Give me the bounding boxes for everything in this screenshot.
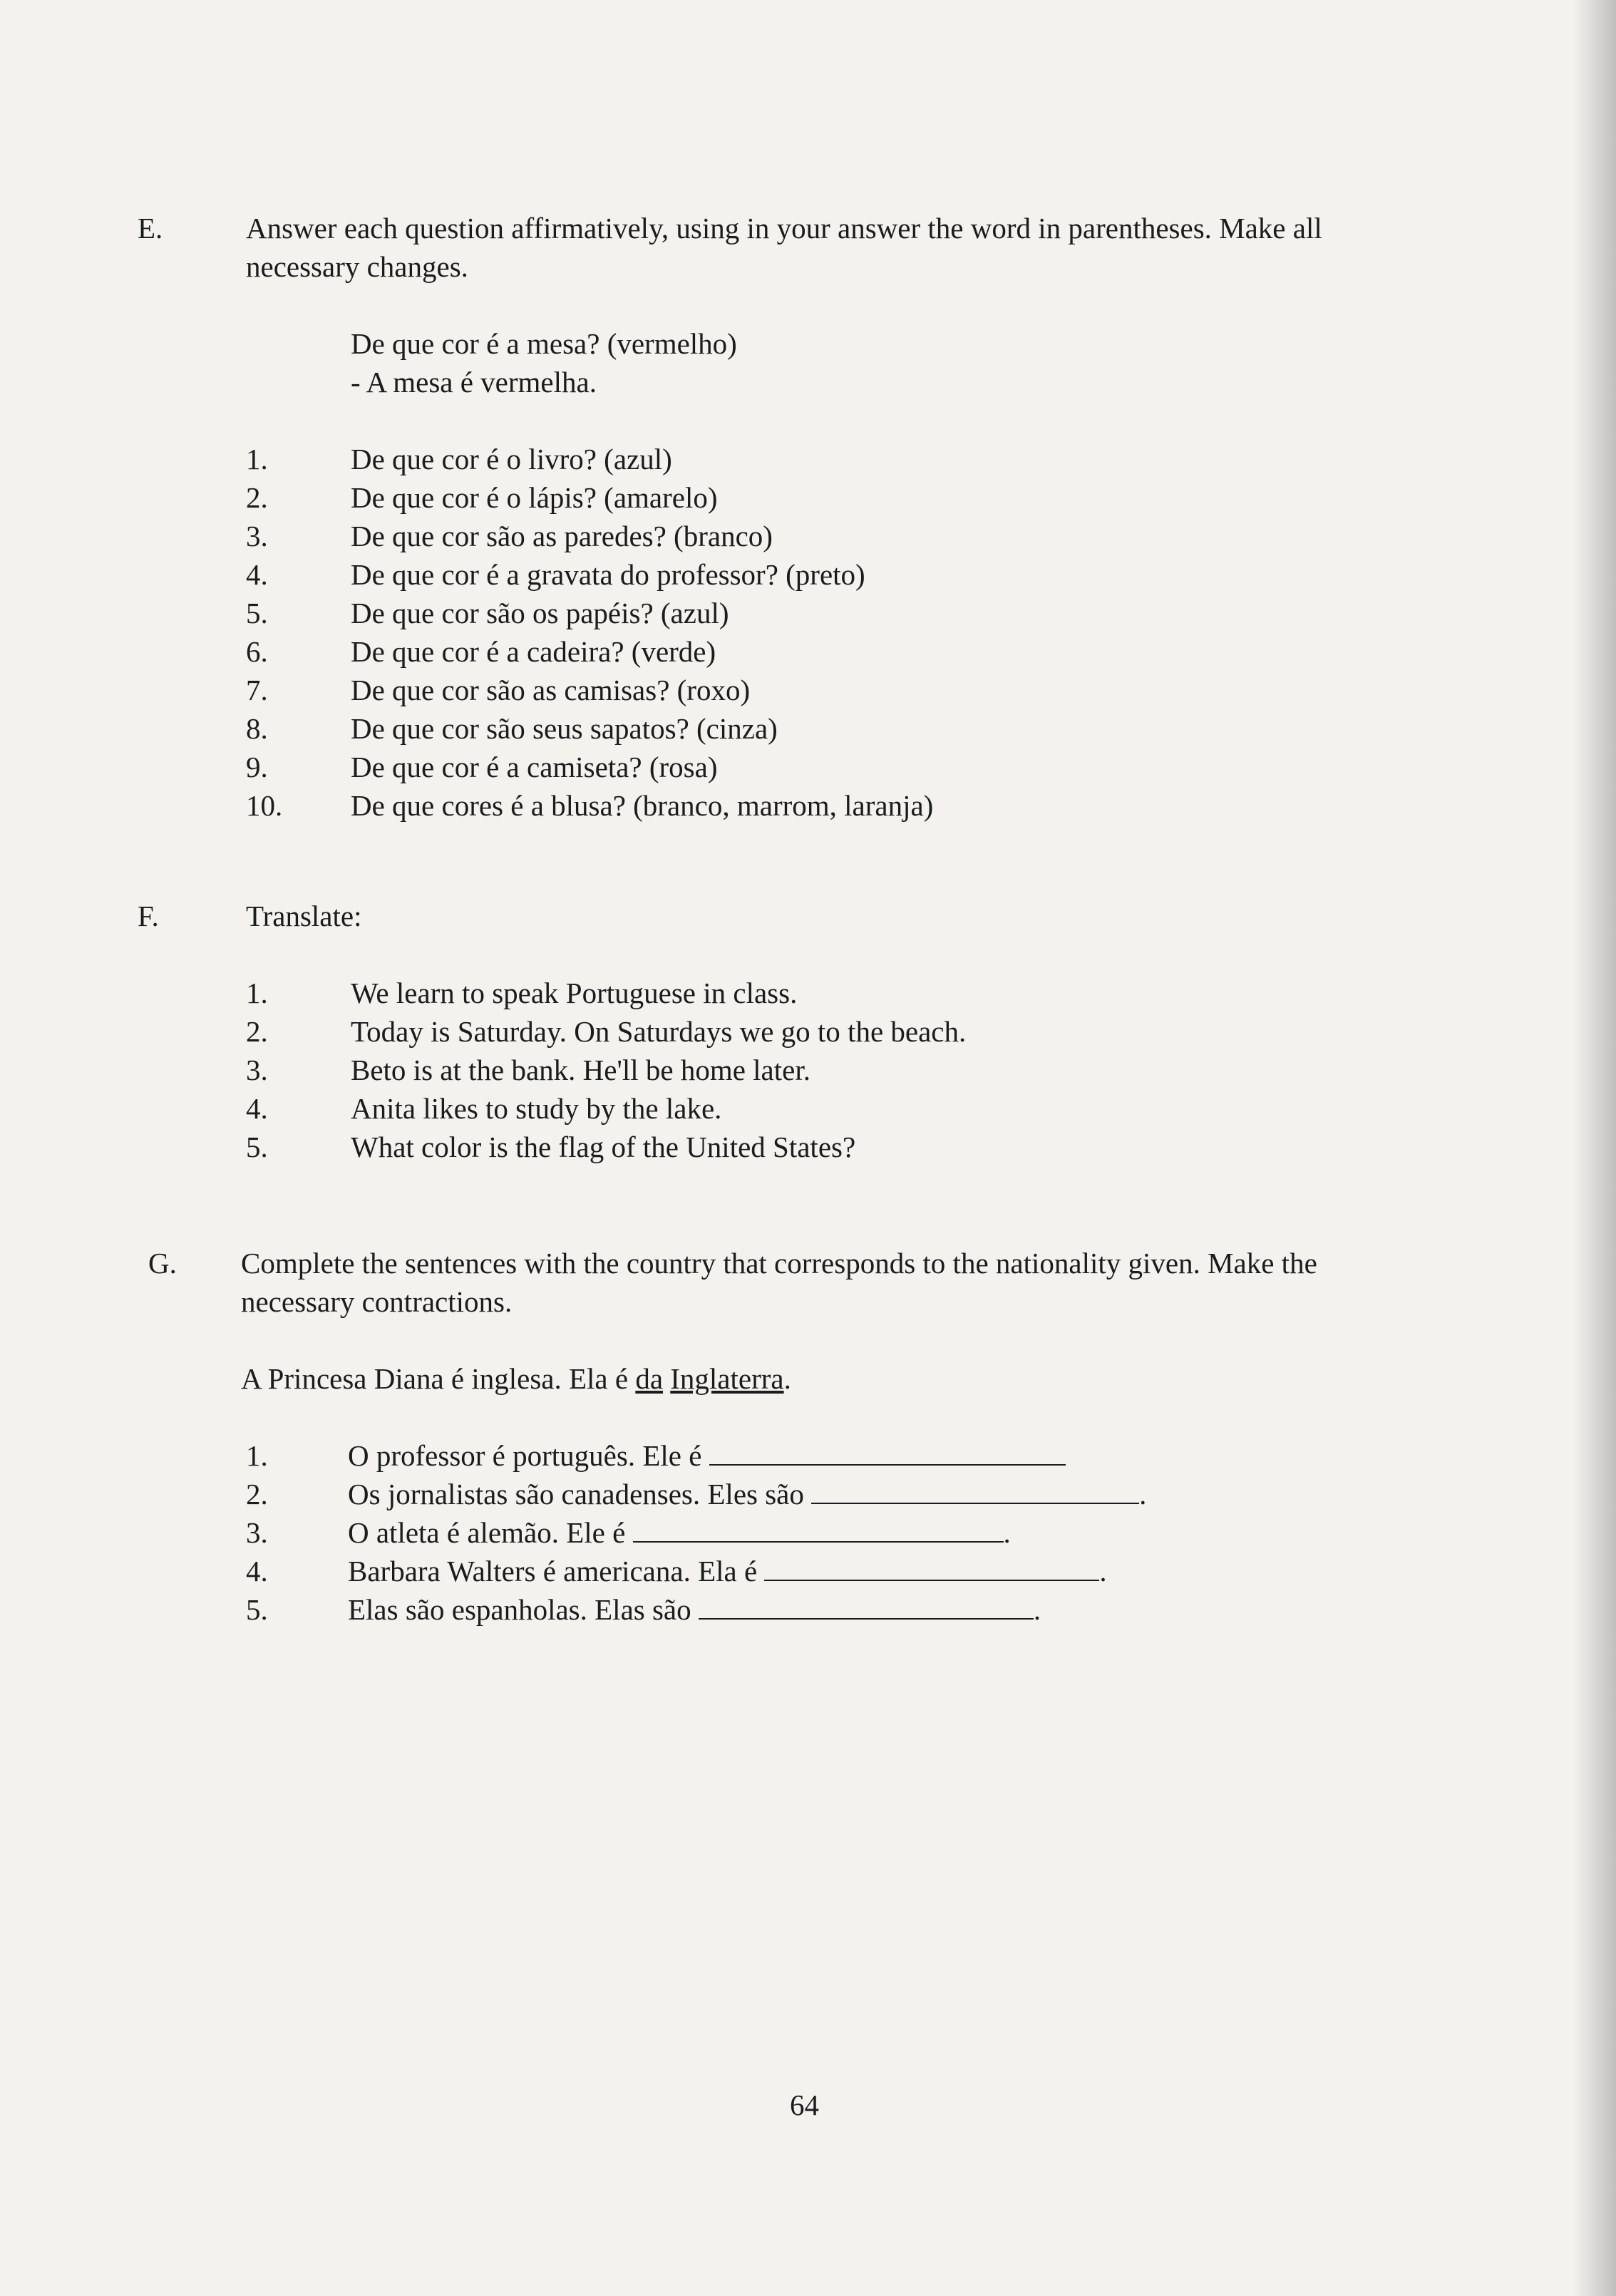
- list-item: De que cor é a gravata do professor? (preto): [351, 558, 865, 591]
- list-item-number: 7.: [246, 674, 268, 706]
- list-item: [348, 1475, 1146, 1513]
- sentence-text: Barbara Walters é americana. Ela é: [348, 1555, 765, 1587]
- list-item-number: 5.: [246, 1131, 268, 1163]
- list-item-number: 2.: [246, 1015, 268, 1048]
- list-item: Anita likes to study by the lake.: [351, 1092, 722, 1125]
- list-item-number: 4.: [246, 1092, 268, 1125]
- sentence-text: O atleta é alemão. Ele é: [348, 1516, 633, 1549]
- example-period: .: [783, 1362, 791, 1395]
- example-country: Inglaterra: [670, 1362, 784, 1395]
- list-item: Beto is at the bank. He'll be home later.: [351, 1054, 810, 1086]
- list-item: De que cor é o livro? (azul): [351, 443, 672, 475]
- sentence-text: Os jornalistas são canadenses. Eles são: [348, 1478, 812, 1510]
- list-item: Today is Saturday. On Saturdays we go to the beach.: [351, 1015, 967, 1048]
- section-e-example-answer: - A mesa é vermelha.: [351, 366, 597, 398]
- sentence-period: .: [1139, 1478, 1147, 1510]
- page-number: 64: [790, 2089, 819, 2121]
- answer-blank[interactable]: [699, 1592, 1034, 1620]
- list-item-number: 6.: [246, 635, 268, 668]
- section-e-letter: E.: [138, 212, 163, 244]
- list-item: De que cor é a cadeira? (verde): [351, 635, 716, 668]
- sentence-text: O professor é português. Ele é: [348, 1439, 709, 1472]
- list-item: [348, 1552, 1107, 1590]
- section-e-instructions-line2: necessary changes.: [246, 250, 468, 283]
- answer-blank[interactable]: [709, 1438, 1066, 1466]
- list-item-number: 10.: [246, 789, 283, 822]
- list-item-number: 9.: [246, 751, 268, 783]
- section-g-example: [241, 1359, 791, 1398]
- list-item: [348, 1590, 1041, 1629]
- list-item: [348, 1513, 1011, 1552]
- list-item-number: 3.: [246, 1054, 268, 1086]
- answer-blank[interactable]: [764, 1554, 1099, 1581]
- list-item-number: 2.: [246, 1478, 268, 1510]
- list-item-number: 5.: [246, 1593, 268, 1626]
- answer-blank[interactable]: [811, 1477, 1139, 1504]
- section-g-instructions-line2: necessary contractions.: [241, 1285, 513, 1318]
- list-item: We learn to speak Portuguese in class.: [351, 977, 798, 1009]
- list-item: De que cor são as camisas? (roxo): [351, 674, 751, 706]
- sentence-text: Elas são espanholas. Elas são: [348, 1593, 699, 1626]
- example-contraction: da: [635, 1362, 664, 1395]
- list-item-number: 2.: [246, 481, 268, 514]
- example-prefix: A Princesa Diana é inglesa. Ela é: [241, 1362, 636, 1395]
- list-item-number: 8.: [246, 712, 268, 745]
- sentence-period: .: [1003, 1516, 1011, 1549]
- page-edge-shadow: [1573, 0, 1616, 2296]
- answer-blank[interactable]: [633, 1515, 1004, 1543]
- list-item-number: 4.: [246, 558, 268, 591]
- list-item: What color is the flag of the United States?: [351, 1131, 856, 1163]
- list-item: De que cor são seus sapatos? (cinza): [351, 712, 778, 745]
- list-item-number: 1.: [246, 977, 268, 1009]
- list-item: De que cor é o lápis? (amarelo): [351, 481, 718, 514]
- list-item-number: 3.: [246, 520, 268, 552]
- list-item-number: 1.: [246, 443, 268, 475]
- list-item-number: 5.: [246, 597, 268, 629]
- section-g-instructions-line1: Complete the sentences with the country that corresponds to the nationality given. Make the: [241, 1247, 1317, 1280]
- list-item: De que cores é a blusa? (branco, marrom, laranja): [351, 789, 934, 822]
- section-e-instructions-line1: Answer each question affirmatively, using in your answer the word in parentheses. Make all: [246, 212, 1322, 244]
- list-item-number: 4.: [246, 1555, 268, 1587]
- list-item: [348, 1436, 1066, 1475]
- list-item: De que cor são as paredes? (branco): [351, 520, 773, 552]
- sentence-period: .: [1099, 1555, 1107, 1587]
- list-item: De que cor são os papéis? (azul): [351, 597, 729, 629]
- section-f-letter: F.: [138, 900, 159, 932]
- section-f-instructions: Translate:: [246, 900, 362, 932]
- section-e-example-question: De que cor é a mesa? (vermelho): [351, 327, 737, 360]
- list-item: De que cor é a camiseta? (rosa): [351, 751, 718, 783]
- list-item-number: 3.: [246, 1516, 268, 1549]
- sentence-period: .: [1033, 1593, 1041, 1626]
- list-item-number: 1.: [246, 1439, 268, 1472]
- section-g-letter: G.: [148, 1247, 177, 1280]
